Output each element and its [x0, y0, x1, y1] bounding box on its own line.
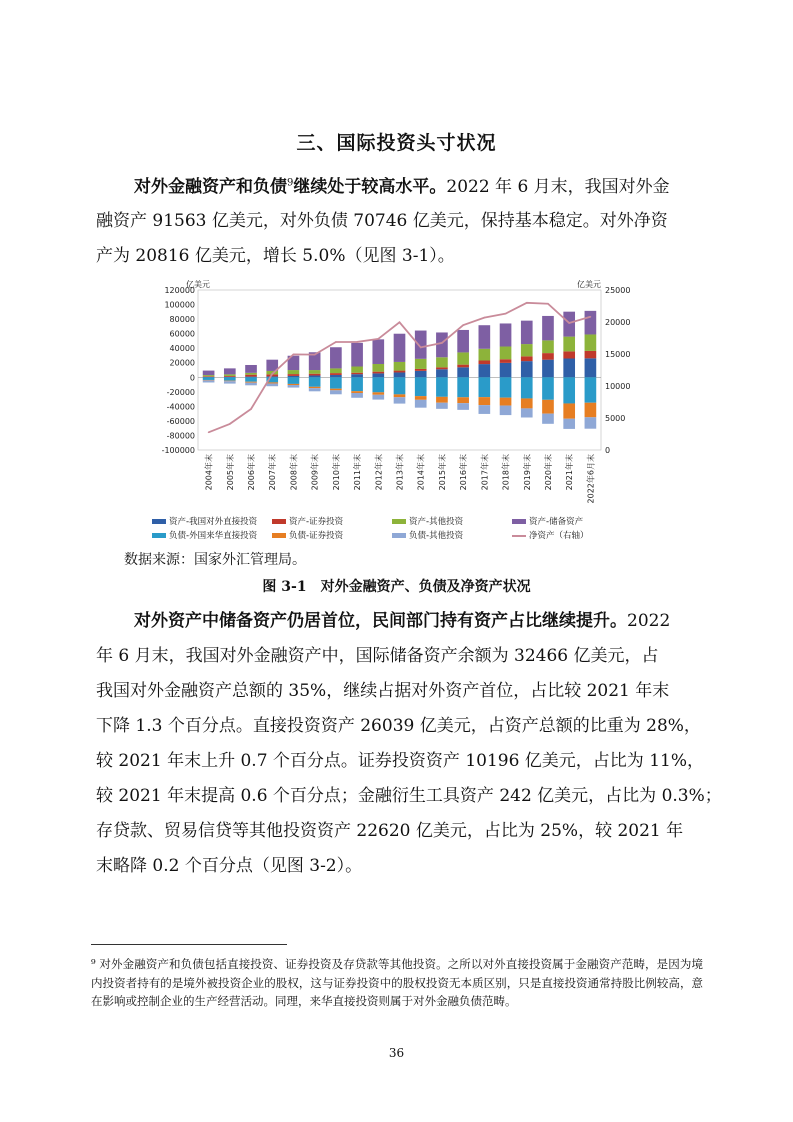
bar-segment	[394, 371, 406, 373]
bar-segment	[245, 382, 257, 383]
bar-segment	[203, 375, 215, 376]
bar-segment	[394, 377, 406, 394]
footnote-ref: 9	[287, 177, 294, 189]
bar-segment	[563, 337, 575, 352]
bar-segment	[224, 381, 236, 383]
bar-segment	[394, 372, 406, 377]
bar-segment	[351, 373, 363, 374]
right-tick-label: 15000	[605, 350, 631, 359]
net-assets-point	[547, 303, 549, 305]
para1-lead-2: 继续处于较高水平。	[293, 177, 447, 197]
bar-segment	[203, 380, 215, 382]
net-assets-point	[377, 338, 379, 340]
bar-segment	[245, 365, 257, 373]
bar-segment	[479, 325, 491, 349]
bar-segment	[457, 397, 469, 403]
bar-segment	[330, 373, 342, 375]
bar-segment	[245, 373, 257, 375]
bar-segment	[351, 374, 363, 377]
bar-segment	[500, 359, 512, 363]
bar-segment	[542, 400, 554, 414]
net-assets-point	[462, 324, 464, 326]
bar-segment	[563, 359, 575, 378]
bar-segment	[266, 383, 278, 386]
legend-swatch	[392, 533, 406, 538]
right-tick-label: 5000	[605, 414, 626, 423]
net-assets-point	[441, 342, 443, 344]
investment-position-chart	[146, 278, 631, 512]
net-assets-point	[399, 321, 401, 323]
left-tick-label: -40000	[166, 402, 195, 412]
legend-swatch	[512, 535, 526, 537]
para2-line8: 末略降 0.2 个百分点（见图 3-2）。	[96, 856, 363, 876]
para1-text-1: 2022 年 6 月末，我国对外金	[446, 177, 670, 197]
bar-segment	[521, 377, 533, 398]
bar-segment	[288, 384, 300, 385]
category-label: 2018年末	[501, 454, 511, 491]
bar-segment	[351, 393, 363, 398]
bar-segment	[436, 403, 448, 409]
left-tick-label: -100000	[161, 446, 195, 455]
bar-segment	[563, 403, 575, 418]
net-assets-point	[356, 341, 358, 343]
bar-segment	[203, 377, 215, 380]
net-assets-point	[271, 373, 273, 375]
left-tick-label: 20000	[169, 358, 195, 368]
net-assets-point	[335, 341, 337, 343]
category-label: 2013年末	[395, 454, 405, 491]
bar-segment	[457, 403, 469, 410]
category-label: 2017年末	[480, 454, 490, 491]
legend-swatch	[272, 533, 286, 538]
section-title: 三、国际投资头寸状况	[296, 132, 497, 154]
bar-segment	[372, 395, 384, 400]
net-assets-point	[505, 313, 507, 315]
bar-segment	[585, 311, 597, 335]
bar-segment	[457, 365, 469, 368]
para1-lead: 对外金融资产和负债	[134, 177, 287, 197]
bar-segment	[436, 357, 448, 367]
para1-line2: 融资产 91563 亿美元，对外负债 70746 亿美元，保持基本稳定。对外净资	[96, 211, 668, 231]
bar-segment	[351, 367, 363, 373]
legend-label: 净资产（右轴）	[529, 531, 589, 541]
category-label: 2006年末	[247, 454, 257, 491]
left-tick-label: 80000	[169, 315, 195, 325]
net-assets-point	[568, 322, 570, 324]
legend-item	[152, 529, 257, 541]
right-tick-label: 0	[605, 446, 611, 455]
para2-line1	[134, 606, 670, 631]
bar-segment	[436, 332, 448, 357]
left-tick-label: -60000	[166, 416, 195, 426]
legend-item	[152, 515, 257, 527]
bar-segment	[330, 375, 342, 377]
legend-swatch	[272, 519, 286, 524]
bar-segment	[309, 370, 321, 374]
bar-segment	[563, 419, 575, 429]
legend-label: 负债-证券投资	[289, 531, 344, 541]
right-tick-label: 20000	[605, 318, 631, 327]
figure-caption: 图 3-1 对外金融资产、负债及净资产状况	[262, 579, 531, 595]
net-assets-point	[250, 408, 252, 410]
left-tick-label: 0	[189, 373, 195, 383]
bar-segment	[309, 387, 321, 388]
bar-segment	[330, 390, 342, 394]
bar-segment	[457, 352, 469, 364]
category-label: 2012年末	[374, 454, 384, 491]
bar-segment	[394, 394, 406, 397]
category-label: 2005年末	[225, 454, 235, 491]
bar-segment	[203, 371, 215, 376]
bar-segment	[500, 323, 512, 346]
bar-segment	[245, 375, 257, 377]
bar-segment	[479, 397, 491, 405]
bar-segment	[394, 334, 406, 362]
para1-line3: 产为 20816 亿美元，增长 5.0%（见图 3-1）。	[96, 246, 455, 266]
legend-label: 资产-储备资产	[529, 517, 584, 527]
legend-label: 负债-其他投资	[409, 531, 464, 541]
footnote-divider	[91, 944, 287, 945]
legend-swatch	[392, 519, 406, 524]
bar-segment	[288, 377, 300, 384]
bar-segment	[585, 351, 597, 358]
bar-segment	[542, 316, 554, 340]
bar-segment	[500, 347, 512, 360]
bar-segment	[245, 377, 257, 378]
bar-segment	[585, 377, 597, 402]
bar-segment	[479, 360, 491, 364]
category-label: 2010年末	[331, 454, 341, 491]
bar-segment	[436, 369, 448, 377]
left-tick-label: 40000	[169, 344, 195, 354]
category-label: 2015年末	[437, 454, 447, 491]
legend-swatch	[512, 519, 526, 524]
legend-item	[272, 529, 343, 541]
legend-label: 负债-外国来华直接投资	[169, 531, 258, 541]
net-assets-point	[293, 354, 295, 356]
bar-segment	[436, 397, 448, 403]
bar-segment	[309, 377, 321, 387]
bar-segment	[479, 377, 491, 397]
para2-line3: 我国对外金融资产总额的 35%，继续占据对外资产首位，占比较 2021 年末	[96, 681, 670, 701]
bar-segment	[309, 388, 321, 391]
legend-label: 资产-证券投资	[289, 517, 344, 527]
bar-segment	[415, 331, 427, 359]
category-label: 2011年末	[353, 454, 363, 491]
legend-swatch	[152, 533, 166, 538]
net-assets-point	[590, 316, 592, 318]
bar-segment	[415, 396, 427, 400]
bar-segment	[224, 368, 236, 374]
bar-segment	[521, 361, 533, 377]
bar-segment	[521, 356, 533, 361]
left-tick-label: 120000	[164, 286, 195, 295]
legend-item	[392, 529, 463, 541]
page-number: 36	[388, 1046, 405, 1060]
bar-segment	[585, 358, 597, 377]
bar-segment	[288, 374, 300, 376]
bar-segment	[585, 417, 597, 428]
bar-segment	[330, 389, 342, 391]
legend-item	[392, 515, 463, 527]
bar-segment	[500, 363, 512, 377]
net-assets-point	[229, 423, 231, 425]
net-assets-point	[484, 317, 486, 319]
bar-segment	[457, 330, 469, 352]
bar-segment	[436, 367, 448, 369]
bar-segment	[245, 377, 257, 381]
bar-segment	[415, 377, 427, 396]
bar-segment	[436, 377, 448, 397]
bar-segment	[288, 376, 300, 377]
bar-segment	[224, 377, 236, 380]
left-tick-label: 100000	[164, 300, 195, 310]
para2-line6: 较 2021 年末提高 0.6 个百分点；金融衍生工具资产 242 亿美元，占比为 0.3%；	[96, 786, 722, 806]
bar-segment	[372, 339, 384, 364]
para2-line2: 年 6 月末，我国对外金融资产中，国际储备资产余额为 32466 亿美元，占	[96, 646, 659, 666]
bar-segment	[415, 400, 427, 408]
bar-segment	[394, 362, 406, 371]
category-label: 2008年末	[289, 454, 299, 491]
bar-segment	[457, 377, 469, 397]
data-source: 数据来源：国家外汇管理局。	[124, 552, 306, 568]
bar-segment	[500, 377, 512, 397]
left-tick-label: 60000	[169, 329, 195, 339]
category-label: 2014年末	[416, 454, 426, 491]
bar-segment	[372, 364, 384, 372]
category-label: 2021年末	[565, 454, 575, 491]
para2-line7: 存贷款、贸易信贷等其他投资资产 22620 亿美元，占比为 25%，较 2021 年	[96, 821, 684, 841]
category-label: 2009年末	[310, 454, 320, 491]
bar-segment	[372, 377, 384, 392]
net-assets-point	[420, 347, 422, 349]
para2-text-1: 2022	[627, 611, 671, 631]
para2-lead: 对外资产中储备资产仍居首位，民间部门持有资产占比继续提升。	[134, 611, 627, 631]
left-tick-label: -20000	[166, 387, 195, 397]
bar-segment	[500, 398, 512, 406]
legend-item	[512, 529, 589, 541]
bar-segment	[372, 373, 384, 377]
bar-segment	[224, 374, 236, 376]
bar-segment	[351, 391, 363, 393]
category-label: 2007年末	[268, 454, 278, 491]
legend-label: 资产-我国对外直接投资	[169, 517, 258, 527]
bar-segment	[266, 382, 278, 383]
net-assets-point	[314, 354, 316, 356]
right-tick-label: 25000	[605, 286, 631, 295]
bar-segment	[415, 371, 427, 377]
bar-segment	[203, 376, 215, 377]
bar-segment	[415, 359, 427, 369]
left-unit-label: 亿美元	[186, 280, 210, 289]
legend-item	[272, 515, 343, 527]
left-tick-label: -80000	[166, 431, 195, 441]
bar-segment	[542, 360, 554, 378]
bar-segment	[266, 376, 278, 377]
legend-item	[512, 515, 583, 527]
para2-line5: 较 2021 年末上升 0.7 个百分点。证券投资资产 10196 亿美元，占比为 11%，	[96, 751, 704, 771]
bar-segment	[479, 405, 491, 414]
bar-segment	[372, 372, 384, 374]
right-unit-label: 亿美元	[577, 280, 601, 289]
bar-segment	[542, 414, 554, 424]
chart-bars	[203, 311, 596, 429]
bar-segment	[372, 392, 384, 394]
bar-segment	[521, 398, 533, 408]
bar-segment	[351, 377, 363, 391]
category-label: 2016年末	[459, 454, 469, 491]
para1-line1	[124, 172, 670, 197]
category-label: 2019年末	[522, 454, 532, 491]
bar-segment	[415, 369, 427, 371]
bar-segment	[479, 349, 491, 361]
bar-segment	[542, 340, 554, 353]
category-label: 2004年末	[204, 454, 214, 491]
category-label: 2022年6月末	[586, 454, 596, 504]
bar-segment	[224, 376, 236, 377]
bar-segment	[288, 385, 300, 388]
bar-segment	[585, 403, 597, 418]
bar-segment	[500, 406, 512, 416]
bar-segment	[542, 377, 554, 400]
bar-segment	[330, 347, 342, 368]
legend-swatch	[152, 519, 166, 524]
bar-segment	[521, 408, 533, 417]
bar-segment	[521, 344, 533, 356]
bar-segment	[563, 351, 575, 358]
bar-segment	[563, 377, 575, 403]
bar-segment	[542, 353, 554, 360]
legend-label: 资产-其他投资	[409, 517, 464, 527]
bar-segment	[330, 377, 342, 388]
bar-segment	[309, 374, 321, 376]
bar-segment	[585, 334, 597, 350]
bar-segment	[521, 321, 533, 344]
bar-segment	[394, 397, 406, 403]
bar-segment	[479, 364, 491, 377]
bar-segment	[309, 375, 321, 377]
bar-segment	[288, 370, 300, 374]
bar-segment	[457, 367, 469, 377]
net-assets-point	[208, 432, 210, 434]
bar-segment	[224, 381, 236, 382]
net-assets-point	[526, 302, 528, 304]
bar-segment	[245, 383, 257, 386]
category-label: 2020年末	[543, 454, 553, 491]
bar-segment	[351, 343, 363, 367]
right-tick-label: 10000	[605, 382, 631, 391]
para2-line4: 下降 1.3 个百分点。直接投资资产 26039 亿美元，占资产总额的比重为 28%，	[96, 716, 701, 736]
bar-segment	[563, 312, 575, 337]
footnote: ⁹ 对外金融资产和负债包括直接投资、证券投资及存贷款等其他投资。之所以对外直接投资属于金融资产范畴，是因为境内投资者持有的是境外被投资企业的股权，这与证券投资中的股权投资无本质区别，只是直接投资通常持股比例较高，意在影响或控制企业的生产经营活动。同理，来华直接投资则属于对外金融负债范畴。	[91, 957, 703, 1008]
bar-segment	[330, 368, 342, 373]
